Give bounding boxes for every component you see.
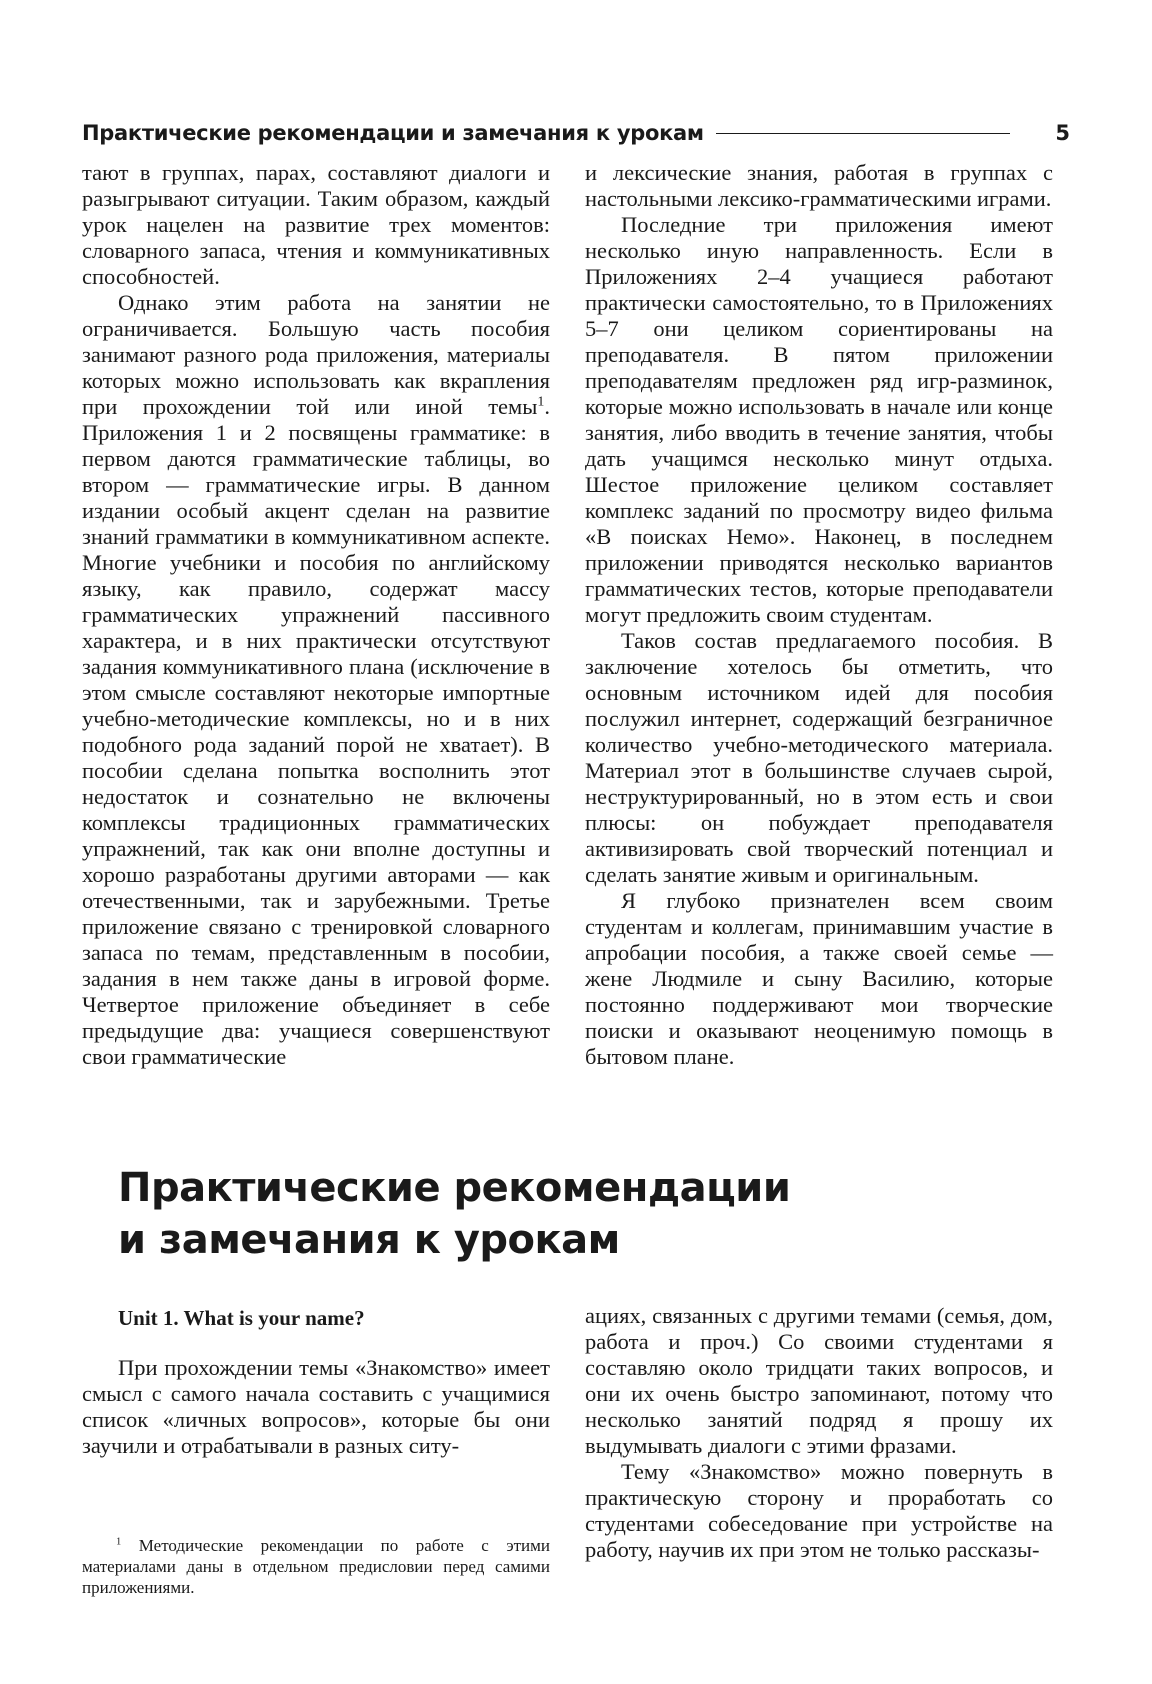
paragraph-text: . Приложения 1 и 2 посвящены грамматике: в первом даются грамматические таблицы, во втором — грамматические игры. В данном издании особый акцент сделан на развитие знаний грамматики в коммуникативном аспекте. Многие учебники и пособия по английскому языку, как правило, содержат массу грамматических упражнений пассивного характера, и в них практически отсутствуют задания коммуникативного плана (исключение в этом смысле составляют некоторые импортные учебно-методические комплексы, но и в них подобного рода заданий порой не хватает). В пособии сделана попытка восполнить этот недостаток и сознательно не включены комплексы традиционных грамматических упражнений, так как они вполне доступны и хорошо разработаны другими авторами — как отечественными, так и зарубежными. Третье приложение связано с тренировкой словарного запаса по темам, представленным в пособии, задания в нем также даны в игровой форме. Четвертое приложение объединяет в себе предыдущие два: учащиеся совершенствуют свои грамматические	[82, 394, 550, 1069]
paragraph: и лексические знания, работая в группах с настольными лексико-грамматическими играми.	[585, 160, 1053, 211]
paragraph: ациях, связанных с другими темами (семья, дом, работа и проч.) Со своими студентами я составляю около тридцати таких вопросов, и они их очень быстро запоминают, потому что несколько занятий подряд я прошу их выдумывать диалоги с этими фразами.	[585, 1303, 1053, 1458]
running-header-title: Практические рекомендации и замечания к урокам	[82, 121, 704, 145]
footnote-text: Методические рекомендации по работе с этими материалами даны в отдельном предисловии перед самими приложениями.	[82, 1536, 550, 1597]
top-right-column	[585, 160, 1053, 1070]
paragraph: тают в группах, парах, составляют диалоги и разыгрывают ситуации. Таким образом, каждый урок нацелен на развитие трех моментов: словарного запаса, чтения и коммуникативных способностей.	[82, 160, 550, 289]
paragraph: Последние три приложения имеют несколько иную направленность. Если в Приложениях 2–4 учащиеся работают практически самостоятельно, то в Приложениях 5–7 они целиком сориентированы на преподавателя. В пятом приложении преподавателям предложен ряд игр-разминок, которые можно использовать в начале или конце занятия, либо вводить в течение занятия, чтобы дать учащимся несколько минут отдыха. Шестое приложение целиком составляет комплекс заданий по просмотру видео фильма «В поисках Немо». Наконец, в последнем приложении приводятся несколько вариантов грамматических тестов, которые преподаватели могут предложить своим студентам.	[585, 212, 1053, 627]
bottom-left-column	[82, 1355, 550, 1459]
bottom-right-column	[585, 1303, 1053, 1563]
unit-heading: Unit 1. What is your name?	[118, 1306, 365, 1330]
header-rule	[716, 133, 1010, 134]
footnote-body	[82, 1535, 550, 1598]
paragraph: При прохождении темы «Знакомство» имеет смысл с самого начала составить с учащимися список «личных вопросов», которые бы они заучили и отрабатывали в разных ситу-	[82, 1355, 550, 1458]
paragraph	[82, 290, 550, 1070]
footnote	[82, 1535, 550, 1598]
paragraph-text: Однако этим работа на занятии не ограничивается. Большую часть пособия занимают разного рода приложения, материалы которых можно использовать как вкрапления при прохождении той или иной темы	[82, 290, 550, 419]
top-left-column	[82, 160, 550, 1070]
chapter-title-line: Практические рекомендации	[118, 1165, 791, 1211]
paragraph: Таков состав предлагаемого пособия. В заключение хотелось бы отметить, что основным источником идей для пособия послужил интернет, содержащий безграничное количество учебно-методического материала. Материал этот в большинстве случаев сырой, неструктурированный, но в этом есть и свои плюсы: он побуждает преподавателя активизировать свой творческий потенциал и сделать занятие живым и оригинальным.	[585, 628, 1053, 887]
running-header	[82, 118, 1070, 148]
paragraph: Я глубоко признателен всем своим студентам и коллегам, принимавшим участие в апробации пособия, а также своей семье — жене Людмиле и сыну Василию, которые постоянно поддерживают мои творческие поиски и оказывают неоценимую помощь в бытовом плане.	[585, 888, 1053, 1069]
footnote-mark: 1	[116, 1536, 122, 1548]
footnote-reference: 1	[537, 394, 545, 410]
page-number: 5	[1055, 121, 1070, 145]
chapter-title	[118, 1162, 1018, 1266]
chapter-title-line: и замечания к урокам	[118, 1217, 620, 1263]
paragraph: Тему «Знакомство» можно повернуть в практическую сторону и проработать со студентами собеседование при устройстве на работу, научив их при этом не только рассказы-	[585, 1459, 1053, 1562]
